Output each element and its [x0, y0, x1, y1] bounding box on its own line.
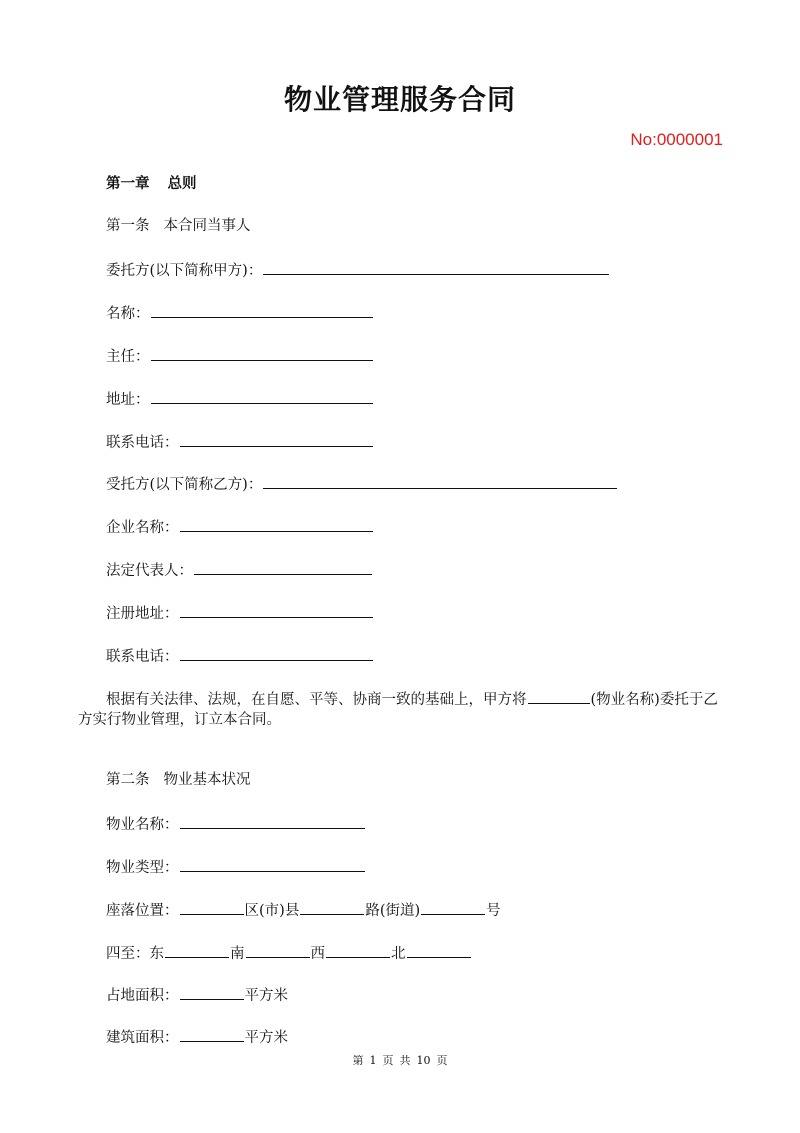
footer-ye: 页 [382, 1054, 394, 1067]
party-a-director-row [106, 345, 374, 367]
east-field[interactable] [165, 942, 229, 958]
footer-gong: 共 [399, 1054, 411, 1067]
building-area-unit: 平方米 [244, 1030, 288, 1046]
article-name: 物业基本状况 [163, 772, 251, 788]
party-a-field[interactable] [263, 259, 609, 275]
article-heading [106, 216, 251, 236]
land-area-label: 占地面积： [106, 988, 179, 1004]
party-b-row [106, 473, 618, 495]
article-name: 本合同当事人 [163, 218, 251, 234]
west-label: 西 [310, 946, 325, 962]
company-field[interactable] [180, 516, 373, 532]
article-heading [106, 770, 251, 790]
west-field[interactable] [326, 942, 390, 958]
chapter-heading [106, 174, 197, 194]
reg-address-field[interactable] [180, 602, 373, 618]
reg-address-label: 注册地址： [106, 606, 179, 622]
intro-text-2: (物业名称)委托于乙方实行物业管理，订立本合同。 [78, 692, 718, 728]
name-label: 名称： [106, 306, 150, 322]
phone-field[interactable] [180, 431, 373, 447]
intro-paragraph [78, 688, 724, 730]
property-name-label: 物业名称： [106, 817, 179, 833]
building-area-field[interactable] [180, 1026, 244, 1042]
south-field[interactable] [246, 942, 310, 958]
land-area-row [106, 984, 288, 1006]
address-label: 地址： [106, 392, 150, 408]
phone-field[interactable] [180, 645, 373, 661]
number-field[interactable] [421, 899, 485, 915]
property-type-label: 物业类型： [106, 860, 179, 876]
address-field[interactable] [151, 388, 373, 404]
company-label: 企业名称： [106, 520, 179, 536]
party-b-reg-address-row [106, 602, 374, 624]
south-label: 南 [230, 946, 245, 962]
party-a-phone-row [106, 431, 374, 453]
footer-page-number: 1 [369, 1054, 377, 1067]
footer-total-pages: 10 [416, 1054, 431, 1067]
party-b-company-row [106, 516, 374, 538]
article-label: 第一条 [106, 218, 150, 234]
intro-text-1: 根据有关法律、法规，在自愿、平等、协商一致的基础上，甲方将 [106, 692, 527, 708]
page-footer [0, 1052, 800, 1068]
party-b-phone-row [106, 645, 374, 667]
party-a-row [106, 259, 610, 281]
director-field[interactable] [151, 345, 373, 361]
property-name-field[interactable] [180, 813, 365, 829]
property-type-row [106, 856, 366, 878]
footer-ye2: 页 [436, 1054, 448, 1067]
property-type-field[interactable] [180, 856, 365, 872]
phone-label: 联系电话： [106, 649, 179, 665]
party-b-rep-row [106, 559, 373, 581]
party-a-label: 委托方(以下简称甲方)： [106, 263, 263, 279]
rep-label: 法定代表人： [106, 563, 193, 579]
footer-di: 第 [352, 1054, 364, 1067]
party-b-field[interactable] [263, 473, 617, 489]
article-label: 第二条 [106, 772, 150, 788]
road-label: 路(街道) [365, 903, 421, 919]
location-row [106, 899, 501, 921]
building-area-label: 建筑面积： [106, 1030, 179, 1046]
land-area-unit: 平方米 [244, 988, 288, 1004]
building-area-row [106, 1026, 288, 1048]
location-label: 座落位置： [106, 903, 179, 919]
party-b-label: 受托方(以下简称乙方)： [106, 477, 263, 493]
road-field[interactable] [300, 899, 364, 915]
director-label: 主任： [106, 349, 150, 365]
bounds-label: 四至：东 [106, 946, 164, 962]
chapter-name: 总则 [167, 175, 197, 192]
phone-label: 联系电话： [106, 435, 179, 451]
land-area-field[interactable] [180, 984, 244, 1000]
number-label: 号 [486, 903, 501, 919]
district-label: 区(市)县 [244, 903, 300, 919]
north-field[interactable] [407, 942, 471, 958]
page-title: 物业管理服务合同 [283, 83, 516, 116]
party-a-address-row [106, 388, 374, 410]
north-label: 北 [391, 946, 406, 962]
document-number: No:0000001 [630, 130, 723, 149]
party-a-name-row [106, 302, 374, 324]
rep-field[interactable] [194, 559, 372, 575]
property-name-row [106, 813, 366, 835]
bounds-row [106, 942, 472, 964]
chapter-label: 第一章 [106, 175, 150, 192]
property-name-blank[interactable] [528, 688, 590, 704]
district-field[interactable] [180, 899, 244, 915]
name-field[interactable] [151, 302, 373, 318]
